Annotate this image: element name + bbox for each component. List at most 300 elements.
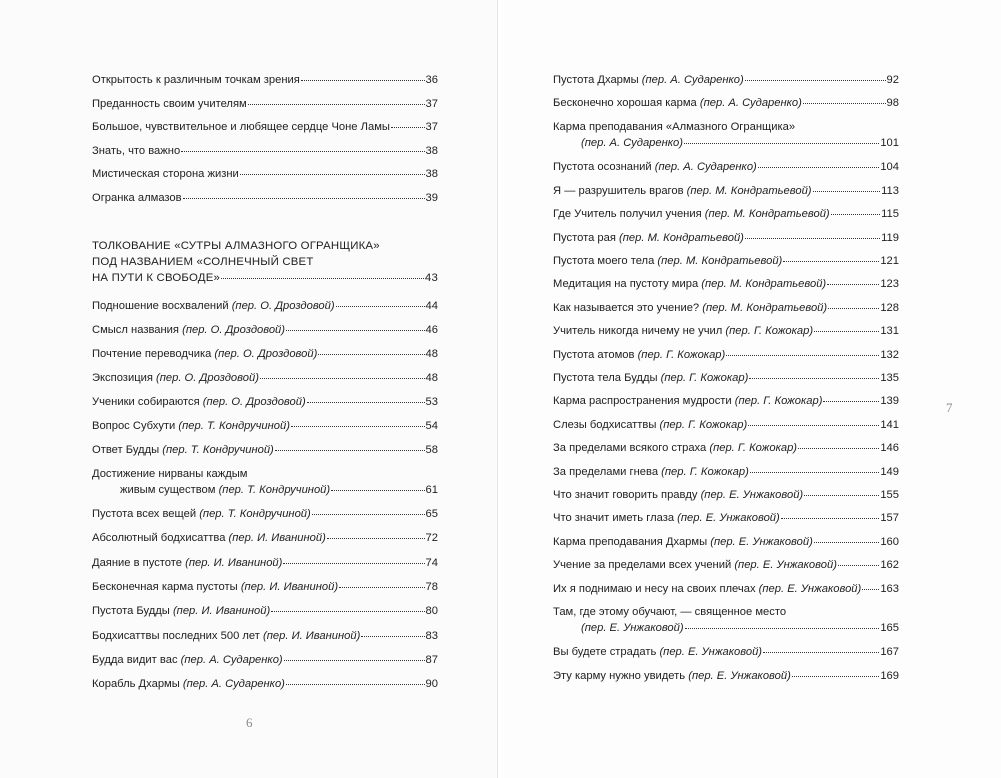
toc-line [553,300,899,316]
toc-entry-title [92,322,285,338]
translator-credit: (пер. Т. Кондручиной) [218,484,331,496]
toc-entry[interactable] [92,119,438,135]
page-ref: 38 [425,168,438,180]
leader-dots [758,166,880,168]
toc-line [92,298,438,314]
toc-entry-title [92,166,239,182]
page-ref: 39 [425,191,438,204]
toc-entry[interactable] [553,119,899,151]
entry-title-text: Будда видит вас [92,653,178,666]
toc-line [92,652,438,668]
page-ref: 128 [880,301,899,314]
entry-title-text: Экспозиция [92,372,153,384]
translator-credit: (пер. Г. Кожокар) [734,395,823,408]
toc-entry[interactable] [553,417,899,433]
toc-line [92,418,438,434]
entry-title-text: НА ПУТИ К СВОБОДЕ» [92,272,221,284]
toc-line [92,442,438,458]
page-ref: 90 [425,678,438,691]
toc-line [553,159,899,175]
toc-entry[interactable] [553,557,899,573]
page-ref: 135 [880,371,899,384]
page-ref: 65 [425,508,438,520]
toc-line [92,346,438,362]
page-ref: 61 [425,484,438,496]
toc-entry-title [92,603,270,619]
translator-credit: (пер. О. Дроздовой) [231,300,335,312]
entry-title-text: Почтение переводчика [92,348,212,360]
leader-dots [748,424,879,426]
translator-credit: (пер. М. Кондратьевой) [702,301,828,314]
toc-entry-title [92,72,300,88]
page-ref: 58 [425,444,438,456]
translator-credit: (пер. Г. Кожокар) [637,348,726,361]
toc-entry-title [553,370,748,386]
entry-title-text: Пустота тела Будды [553,371,658,384]
toc-entry-title [92,370,259,386]
entry-title-text: Большое, чувствительное и любящее сердце Чоне Ламы [92,121,390,133]
translator-credit: (пер. М. Кондратьевой) [704,208,830,221]
page-ref: 113 [881,184,899,197]
toc-entry[interactable] [553,72,899,88]
translator-credit: (пер. И. Иваниной) [240,580,339,593]
translator-credit: (пер. Е. Унжаковой) [659,646,763,659]
toc-entry-title [553,440,797,456]
entry-title-text: Даяние в пустоте [92,556,182,569]
translator-credit: (пер. О. Дроздовой) [182,324,285,336]
leader-dots [286,683,425,685]
page-ref: 48 [425,348,438,360]
toc-line [553,417,899,433]
entry-title-text: Я — разрушитель врагов [553,184,684,197]
leader-dots [749,377,879,379]
right-page-number: 7 [946,400,953,415]
leader-dots [783,260,879,262]
leader-dots [271,610,424,612]
toc-entry[interactable] [553,159,899,175]
leader-dots [804,494,879,496]
toc-line [92,676,438,692]
page-ref: 162 [880,559,899,572]
leader-dots [248,103,425,105]
page-ref: 38 [425,144,438,157]
entry-title-text: Абсолютный бодхисаттва [92,532,226,545]
toc-entry-title [553,393,822,409]
leader-dots [838,564,879,566]
toc-line [92,270,438,286]
toc-entry[interactable] [92,466,438,498]
toc-entry-title [120,482,330,498]
translator-credit: (пер. Г. Кожокар) [661,465,749,478]
toc-line [92,166,438,182]
page-ref: 92 [886,74,899,86]
translator-credit: (пер. Е. Унжаковой) [677,512,780,525]
toc-entry-title [92,143,180,159]
translator-credit: (пер. М. Кондратьевой) [619,231,744,244]
translator-credit: (пер. О. Дроздовой) [156,372,259,384]
toc-entry-title [553,557,837,573]
toc-entry[interactable] [553,510,899,526]
entry-title-text: Их я поднимаю и несу на своих плечах [553,582,756,595]
leader-dots [275,449,425,451]
toc-entry[interactable] [553,393,899,409]
leader-dots [286,329,425,331]
toc-entry[interactable] [553,464,899,480]
toc-line [92,506,438,522]
toc-entry[interactable] [553,230,899,246]
toc-entry-title [92,190,182,206]
translator-credit: (пер. И. Иваниной) [185,556,283,569]
leader-dots [862,588,879,590]
toc-line [92,628,438,644]
entry-title-text: Преданность своим учителям [92,97,247,110]
toc-entry[interactable] [92,190,438,206]
page-ref: 72 [425,532,438,545]
page-ref: 104 [880,161,899,174]
toc-entry-title [92,628,360,644]
translator-credit: (пер. Е. Унжаковой) [710,535,813,548]
entry-title-text: Карма распространения мудрости [553,395,732,408]
toc-entry[interactable] [553,604,899,636]
toc-entry[interactable] [92,628,438,644]
toc-entry[interactable] [92,166,438,182]
translator-credit: (пер. А. Сударенко) [581,136,684,149]
toc-entry[interactable] [553,347,899,363]
toc-entry-title [553,668,791,684]
page-ref: 123 [880,278,899,291]
toc-entry-title [553,95,802,111]
toc-line [553,440,899,456]
entry-title-text: Карма преподавания «Алмазного Огранщика» [553,120,796,133]
toc-line [553,230,899,246]
section-heading-line2: ПОД НАЗВАНИЕМ «СОЛНЕЧНЫЙ СВЕТ [92,256,314,268]
entry-title-text: Что значит иметь глаза [553,512,675,525]
toc-entry[interactable] [92,506,438,522]
toc-entry[interactable] [92,394,438,410]
toc-entry[interactable] [92,346,438,362]
leader-dots [301,79,425,81]
toc-line [92,394,438,410]
entry-title-text: Пустота Дхармы [553,74,639,86]
toc-entry[interactable] [92,442,438,458]
page-ref: 98 [886,97,899,110]
toc-entry[interactable] [553,300,899,316]
toc-line [92,555,438,571]
toc-line [92,322,438,338]
toc-line [553,581,899,597]
toc-line [553,393,899,409]
toc-line [553,370,899,386]
toc-entry[interactable] [92,72,438,88]
page-ref: 165 [880,621,899,634]
leader-dots [763,651,879,653]
toc-line [92,370,438,386]
toc-entry-title [92,555,282,571]
toc-entry-title [553,417,747,433]
toc-entry-title [553,464,749,480]
leader-dots [318,353,424,355]
page-ref: 146 [880,442,899,455]
translator-credit: (пер. Е. Унжаковой) [734,559,837,572]
toc-entry-title [92,506,311,522]
toc-entry-title [553,534,813,550]
toc-entry[interactable] [553,440,899,456]
page-ref: 37 [425,121,438,133]
page-ref: 131 [880,325,899,338]
toc-entry[interactable] [92,298,438,314]
toc-entry[interactable] [553,644,899,660]
toc-entry[interactable] [553,323,899,339]
toc-entry-title [581,620,684,636]
entry-title-text: живым существом [120,484,216,496]
entry-title-text: Пустота осознаний [553,161,652,174]
toc-entry-title [553,323,813,339]
entry-title-text: Пустота моего тела [553,254,655,267]
toc-entry-title [92,270,220,286]
page-ref: 78 [425,580,438,593]
toc-entry-title [553,644,762,660]
toc-line [92,190,438,206]
entry-title-text: Огранка алмазов [92,191,182,204]
toc-line [553,464,899,480]
translator-credit: (пер. Г. Кожокар) [659,418,748,431]
toc-line [92,530,438,546]
toc-entry[interactable] [92,370,438,386]
toc-entry[interactable] [553,253,899,269]
page-ref: 46 [425,324,438,336]
entry-title-text: Открытость к различным точкам зрения [92,74,300,86]
toc-entry-title [553,72,744,88]
right-page [501,0,1001,778]
leader-dots [726,354,879,356]
toc-entry[interactable] [553,95,899,111]
entry-title-text: Вы будете страдать [553,646,657,659]
leader-dots [781,517,880,519]
toc-entry-title [92,394,306,410]
toc-entry-title [553,206,830,222]
entry-title-text: Смысл названия [92,324,179,336]
page-ref: 48 [425,372,438,384]
leader-dots [361,635,424,637]
entry-title-text: За пределами гнева [553,465,659,478]
toc-line [92,482,438,498]
toc-entry[interactable] [553,370,899,386]
entry-title-text: Бесконечная карма пустоты [92,580,238,593]
page-ref: 121 [880,254,899,267]
leader-dots [745,79,886,81]
toc-entry[interactable] [553,183,899,199]
toc-line [553,510,899,526]
toc-entry-title [92,119,390,135]
translator-credit: (пер. М. Кондратьевой) [701,278,827,291]
leader-dots [283,562,424,564]
leader-dots [798,447,879,449]
page-ref: 157 [880,512,899,525]
leader-dots [792,675,880,677]
toc-entry-title [553,159,757,175]
entry-title-text: Пустота рая [553,231,616,244]
entry-title-text: Знать, что важно [92,144,181,157]
toc-entry-title [553,253,782,269]
section-heading[interactable] [92,238,438,286]
toc-line [92,143,438,159]
leader-dots [750,471,880,473]
translator-credit: (пер. И. Иваниной) [172,605,271,618]
toc-entry-title [92,530,326,546]
page-ref: 132 [880,348,899,361]
toc-entry[interactable] [92,555,438,571]
toc-entry-title [581,135,683,151]
translator-credit: (пер. Г. Кожокар) [660,371,749,384]
toc-entry[interactable] [92,603,438,619]
translator-credit: (пер. О. Дроздовой) [202,396,306,408]
toc-entry-title [92,298,335,314]
entry-title-text: Подношение восхвалений [92,300,229,312]
translator-credit: (пер. И. Иваниной) [228,532,326,545]
toc-line [553,487,899,503]
toc-entry[interactable] [553,487,899,503]
translator-credit: (пер. А. Сударенко) [699,97,802,110]
toc-entry-title [553,510,780,526]
toc-line [553,668,899,684]
page-ref: 149 [880,465,899,478]
toc-entry-title [92,579,338,595]
translator-credit: (пер. А. Сударенко) [182,678,285,691]
entry-title-text: Пустота Будды [92,605,170,618]
toc-entry[interactable] [553,534,899,550]
leader-dots [331,489,424,491]
translator-credit: (пер. Г. Кожокар) [725,325,814,338]
toc-line [553,72,899,88]
section-heading-line1: ТОЛКОВАНИЕ «СУТРЫ АЛМАЗНОГО ОГРАНЩИКА» [92,240,380,252]
translator-credit: (пер. Е. Унжаковой) [758,582,862,595]
leader-dots [813,190,881,192]
page-ref: 155 [880,488,899,501]
toc-line [92,603,438,619]
entry-title-text: Медитация на пустоту мира [553,278,699,291]
page-ref: 36 [425,74,438,86]
entry-title-text: Там, где этому обучают, — священное место [553,605,787,618]
toc-entry[interactable] [92,143,438,159]
translator-credit: (пер. М. Кондратьевой) [657,254,783,267]
page-ref: 160 [880,535,899,548]
entry-title-text: Карма преподавания Дхармы [553,535,708,548]
toc-entry-title [92,676,285,692]
toc-entry-title [553,347,725,363]
leader-dots [284,659,425,661]
toc-entry[interactable] [553,206,899,222]
translator-credit: (пер. А. Сударенко) [641,74,744,86]
page-ref: 141 [880,418,899,431]
leader-dots [339,586,424,588]
translator-credit: (пер. И. Иваниной) [263,629,361,642]
leader-dots [291,425,425,427]
translator-credit: (пер. Т. Кондручиной) [162,444,274,456]
leader-dots [327,537,425,539]
page-ref: 80 [425,605,438,618]
leader-dots [827,283,879,285]
toc-line [553,95,899,111]
leader-dots [221,277,424,279]
toc-entry[interactable] [92,579,438,595]
entry-title-text: Учитель никогда ничему не учил [553,325,723,338]
leader-dots [181,150,424,152]
toc-line [92,579,438,595]
page-ref: 119 [881,231,899,244]
leader-dots [685,627,880,629]
entry-title-text: Ученики собираются [92,396,200,408]
entry-title-text: Достижение нирваны каждым [92,468,248,480]
leader-dots [803,102,886,104]
entry-title-text: Где Учитель получил учения [553,208,702,221]
toc-line [553,557,899,573]
toc-entry-title [553,276,826,292]
entry-title-text: Корабль Дхармы [92,678,180,691]
toc-entry[interactable] [553,276,899,292]
toc-entry-title [553,487,803,503]
toc-entry[interactable] [92,530,438,546]
toc-line [553,135,899,151]
page-ref: 115 [881,208,899,221]
toc-line [553,183,899,199]
page-ref: 167 [880,646,899,659]
toc-entry-title [553,581,861,597]
translator-credit: (пер. О. Дроздовой) [214,348,318,360]
entry-title-text: Учение за пределами всех учений [553,559,732,572]
left-page [0,0,498,778]
toc-entry[interactable] [92,652,438,668]
toc-entry[interactable] [92,96,438,112]
page-ref: 83 [425,629,438,642]
page-ref: 169 [880,669,899,682]
entry-title-text: Бодхисаттвы последних 500 лет [92,629,260,642]
page-ref: 44 [425,300,438,312]
entry-title-text: Как называется это учение? [553,301,700,314]
toc-entry[interactable] [92,322,438,338]
translator-credit: (пер. М. Кондратьевой) [686,184,812,197]
toc-entry[interactable] [92,676,438,692]
leader-dots [814,541,880,543]
leader-dots [336,305,425,307]
toc-entry-title [92,96,247,112]
toc-entry[interactable] [553,581,899,597]
page-ref: 53 [425,396,438,408]
toc-line [92,96,438,112]
entry-title-text: Ответ Будды [92,444,160,456]
page-ref: 54 [425,420,438,432]
toc-entry-title [553,183,812,199]
toc-entry-title [553,230,744,246]
toc-entry[interactable] [92,418,438,434]
toc-entry-title [92,418,290,434]
toc-line [92,119,438,135]
toc-entry[interactable] [553,668,899,684]
translator-credit: (пер. Г. Кожокар) [709,442,798,455]
leader-dots [814,330,879,332]
toc-line [553,620,899,636]
toc-entry-title [553,300,827,316]
entry-title-text: Что значит говорить правду [553,488,698,501]
translator-credit: (пер. А. Сударенко) [654,161,757,174]
entry-title-text: Эту карму нужно увидеть [553,669,686,682]
translator-credit: (пер. Т. Кондручиной) [199,508,311,520]
page-ref: 74 [425,556,438,569]
translator-credit: (пер. Е. Унжаковой) [700,488,804,501]
toc-line [553,534,899,550]
entry-title-text: Пустота всех вещей [92,508,197,520]
leader-dots [260,377,425,379]
toc-line [553,276,899,292]
